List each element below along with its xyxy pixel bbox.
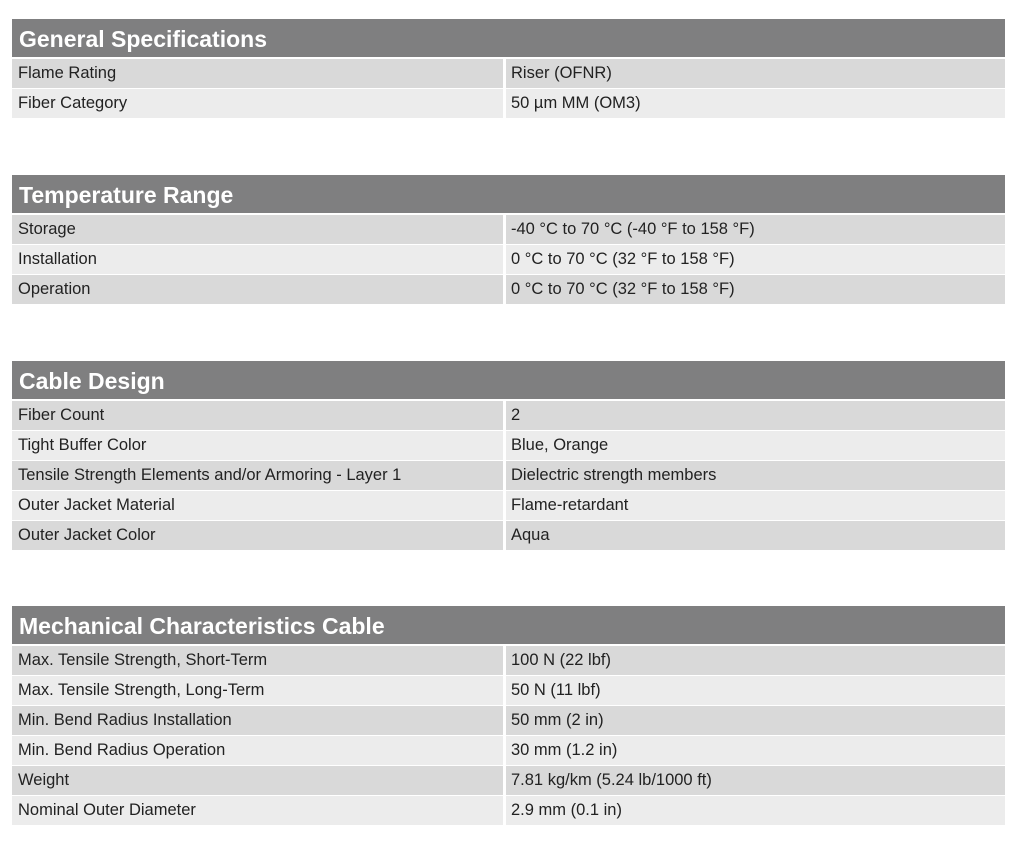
row-value: 50 µm MM (OM3) <box>506 89 1005 118</box>
row-label: Operation <box>12 275 506 304</box>
row-value: 0 °C to 70 °C (32 °F to 158 °F) <box>506 275 1005 304</box>
section-temperature-range <box>12 175 1005 305</box>
table-row <box>12 796 1005 826</box>
row-label: Min. Bend Radius Operation <box>12 736 506 765</box>
table-row <box>12 245 1005 275</box>
row-value: 2 <box>506 401 1005 430</box>
section-general-specifications <box>12 19 1005 119</box>
row-label: Tensile Strength Elements and/or Armoring - Layer 1 <box>12 461 506 490</box>
row-value: 50 mm (2 in) <box>506 706 1005 735</box>
row-label: Weight <box>12 766 506 795</box>
section-title: Temperature Range <box>12 175 1005 215</box>
row-value: 30 mm (1.2 in) <box>506 736 1005 765</box>
table-row <box>12 431 1005 461</box>
row-value: 7.81 kg/km (5.24 lb/1000 ft) <box>506 766 1005 795</box>
section-title: Cable Design <box>12 361 1005 401</box>
row-label: Fiber Count <box>12 401 506 430</box>
row-value: 0 °C to 70 °C (32 °F to 158 °F) <box>506 245 1005 274</box>
row-label: Storage <box>12 215 506 244</box>
table-row <box>12 215 1005 245</box>
row-value: -40 °C to 70 °C (-40 °F to 158 °F) <box>506 215 1005 244</box>
table-row <box>12 89 1005 119</box>
row-label: Min. Bend Radius Installation <box>12 706 506 735</box>
table-row <box>12 521 1005 551</box>
row-value: Blue, Orange <box>506 431 1005 460</box>
section-mechanical-characteristics-cable <box>12 606 1005 826</box>
row-label: Tight Buffer Color <box>12 431 506 460</box>
row-label: Flame Rating <box>12 59 506 88</box>
table-row <box>12 676 1005 706</box>
row-label: Fiber Category <box>12 89 506 118</box>
row-value: Riser (OFNR) <box>506 59 1005 88</box>
row-label: Installation <box>12 245 506 274</box>
table-row <box>12 491 1005 521</box>
row-value: 2.9 mm (0.1 in) <box>506 796 1005 825</box>
table-row <box>12 736 1005 766</box>
row-label: Max. Tensile Strength, Short-Term <box>12 646 506 675</box>
table-row <box>12 461 1005 491</box>
row-label: Nominal Outer Diameter <box>12 796 506 825</box>
row-label: Outer Jacket Material <box>12 491 506 520</box>
row-label: Max. Tensile Strength, Long-Term <box>12 676 506 705</box>
section-title: General Specifications <box>12 19 1005 59</box>
table-row <box>12 275 1005 305</box>
row-value: 50 N (11 lbf) <box>506 676 1005 705</box>
row-value: Flame-retardant <box>506 491 1005 520</box>
table-row <box>12 401 1005 431</box>
table-row <box>12 766 1005 796</box>
section-title: Mechanical Characteristics Cable <box>12 606 1005 646</box>
section-cable-design <box>12 361 1005 551</box>
row-label: Outer Jacket Color <box>12 521 506 550</box>
table-row <box>12 706 1005 736</box>
table-row <box>12 59 1005 89</box>
row-value: Dielectric strength members <box>506 461 1005 490</box>
row-value: Aqua <box>506 521 1005 550</box>
row-value: 100 N (22 lbf) <box>506 646 1005 675</box>
table-row <box>12 646 1005 676</box>
